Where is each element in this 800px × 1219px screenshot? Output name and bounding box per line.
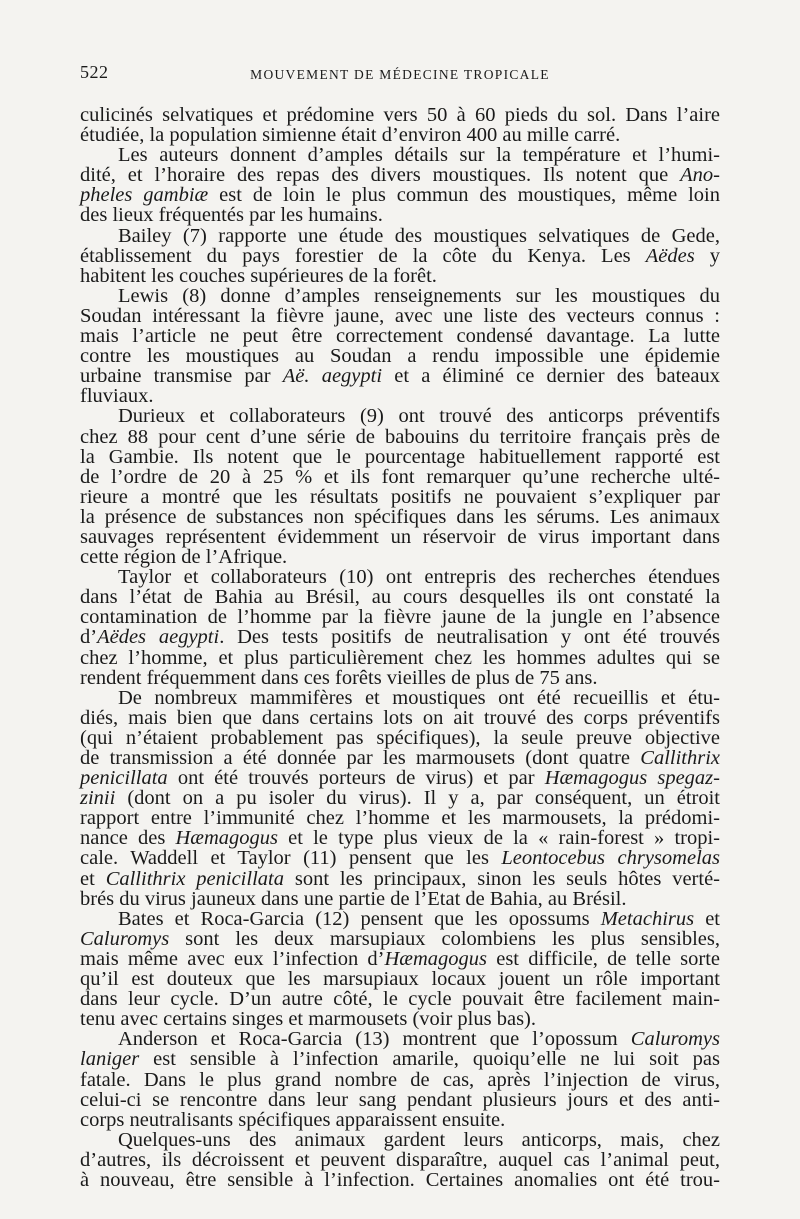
text-run: Soudan intéressant la fièvre jaune, avec une liste des vecteurs connus : [80, 304, 720, 327]
text-run: (dont on a pu isoler du virus). Il y a, par conséquent, un étroit [115, 787, 720, 810]
italic-run: zinii [80, 787, 116, 810]
italic-run: penicillata [80, 767, 168, 790]
text-run: nance des [80, 827, 176, 850]
text-line [80, 447, 720, 467]
italic-run: Ano- [680, 164, 720, 187]
italic-run: Hæmagogus spegaz- [544, 767, 720, 790]
text-run: y [694, 244, 720, 267]
text-line [80, 567, 720, 587]
page-number: 522 [80, 62, 109, 82]
text-line [80, 909, 720, 929]
italic-run: pheles gambiæ [80, 184, 209, 207]
text-run: de l’ordre de 20 à 25 % et ils font remarquer qu’une recherche ulté- [80, 465, 720, 488]
italic-run: Aëdes aegypti [97, 626, 220, 649]
text-run: est de loin le plus commun des moustiques, même loin [208, 184, 720, 207]
text-line [80, 527, 720, 547]
paragraph [80, 286, 720, 407]
text-line [80, 125, 720, 145]
text-line [80, 1110, 720, 1130]
text-run: dité, et l’horaire des repas des divers moustiques. Ils notent que [80, 164, 681, 187]
text-run: Bailey (7) rapporte une étude des moustiques selvatiques de Gede, [118, 224, 720, 247]
text-run: cale. Waddell et Taylor (11) pensent que les [80, 847, 502, 870]
text-line [80, 708, 720, 728]
italic-run: Caluromys [630, 1028, 720, 1051]
text-run: qu’il est douteux que les marsupiaux locaux jouent un rôle important [80, 968, 720, 991]
text-run: la Gambie. Ils notent que le pourcentage habituellement rapporté est [80, 445, 720, 468]
text-run: et [80, 867, 106, 890]
text-line [80, 1090, 720, 1110]
text-run: chez l’homme, et plus particulièrement chez les hommes adultes qui se [80, 646, 720, 669]
italic-run: Metachirus [600, 907, 695, 930]
text-run: chez 88 pour cent d’une série de babouins du territoire français près de [80, 425, 720, 448]
text-line [80, 165, 720, 185]
text-line [80, 929, 720, 949]
text-line [80, 949, 720, 969]
text-run: sauvages représentent évidemment un réservoir de virus important dans [80, 525, 720, 548]
text-line [80, 205, 720, 225]
italic-run: Hæmagogus [384, 947, 488, 970]
text-line [80, 286, 720, 306]
text-run: Bates et Roca-Garcia (12) pensent que les opossums [118, 907, 601, 930]
paragraph [80, 145, 720, 225]
text-run: rapport entre l’immunité chez l’homme et les marmousets, la prédomi- [80, 807, 720, 830]
text-run: fluviaux. [80, 385, 154, 408]
text-run: Durieux et collaborateurs (9) ont trouvé des anticorps préventifs [118, 405, 720, 428]
text-line [80, 246, 720, 266]
text-run: fatale. Dans le plus grand nombre de cas, après l’injection de virus, [80, 1068, 720, 1091]
paragraph [80, 226, 720, 286]
paragraph [80, 406, 720, 567]
text-run: sont les deux marsupiaux colombiens les plus sensibles, [169, 927, 720, 950]
text-line [80, 427, 720, 447]
text-run: diés, mais bien que dans certains lots on ait trouvé des corps préventifs [80, 706, 720, 729]
text-line [80, 788, 720, 808]
text-run: rendent fréquemment dans ces forêts vieilles de plus de 75 ans. [80, 666, 598, 689]
running-head: MOUVEMENT DE MÉDECINE TROPICALE [250, 67, 550, 82]
text-line [80, 627, 720, 647]
text-line [80, 969, 720, 989]
text-run: celui-ci se rencontre dans leur sang pendant plusieurs jours et des anti- [80, 1088, 720, 1111]
text-run: ont été trouvés porteurs de virus) et par [167, 767, 545, 790]
text-line [80, 1170, 720, 1190]
text-run: cette région de l’Afrique. [80, 546, 288, 569]
text-run: Lewis (8) donne d’amples renseignements sur les moustiques du [118, 284, 720, 307]
text-run: (qui n’étaient probablement pas spécifiques), la seule preuve objective [80, 726, 720, 749]
paragraph [80, 688, 720, 909]
paragraph [80, 105, 720, 145]
text-line [80, 1130, 720, 1150]
text-run: brés du virus jauneux dans une partie de l’Etat de Bahia, au Brésil. [80, 887, 627, 910]
italic-run: Callithrix [640, 747, 720, 769]
italic-run: Leontocebus chrysomelas [501, 847, 720, 870]
text-run: corps neutralisants spécifiques apparaissent ensuite. [80, 1108, 506, 1131]
text-line [80, 587, 720, 607]
italic-run: Caluromys [80, 927, 170, 950]
text-line [80, 1150, 720, 1170]
text-run: Anderson et Roca-Garcia (13) montrent que l’opossum [118, 1028, 631, 1051]
text-run: habitent les couches supérieures de la forêt. [80, 264, 437, 287]
text-line [80, 869, 720, 889]
italic-run: Hæmagogus [175, 827, 278, 850]
text-run: sont les principaux, sinon les seuls hôtes verté- [283, 867, 721, 890]
text-run: De nombreux mammifères et moustiques ont été recueillis et étu- [118, 686, 720, 709]
text-line [80, 467, 720, 487]
text-line [80, 848, 720, 868]
italic-run: Callithrix penicillata [105, 867, 284, 890]
text-line [80, 507, 720, 527]
text-line [80, 226, 720, 246]
italic-run: Aë. aegypti [282, 365, 383, 388]
text-line [80, 989, 720, 1009]
text-line [80, 105, 720, 125]
text-line [80, 688, 720, 708]
text-line [80, 346, 720, 366]
text-run: contamination de l’homme par la fièvre jaune de la jungle en l’absence [80, 606, 720, 629]
body-text [80, 105, 720, 1190]
text-line [80, 547, 720, 567]
text-run: établissement du pays forestier de la côte du Kenya. Les [80, 244, 646, 267]
text-line [80, 386, 720, 406]
text-line [80, 648, 720, 668]
text-run: tenu avec certains singes et marmousets (voir plus bas). [80, 1008, 536, 1031]
text-run: mais même avec eux l’infection d’ [80, 947, 385, 970]
text-run: est sensible à l’infection amarile, quoiqu’elle ne lui soit pas [139, 1048, 720, 1071]
text-line [80, 487, 720, 507]
text-line [80, 1049, 720, 1069]
text-run: Les auteurs donnent d’amples détails sur la température et l’humi- [118, 144, 720, 167]
text-line [80, 889, 720, 909]
text-line [80, 1029, 720, 1049]
text-run: dans l’état de Bahia au Brésil, au cours desquelles ils ont constaté la [80, 586, 720, 609]
text-run: urbaine transmise par [80, 365, 283, 388]
text-run: rieure a montré que les résultats positifs ne pouvaient s’expliquer par [80, 485, 720, 508]
text-run: la présence de substances non spécifiques dans les sérums. Les animaux [80, 505, 720, 528]
text-run: d’ [80, 626, 98, 649]
paragraph [80, 567, 720, 688]
text-line [80, 306, 720, 326]
text-run: et a éliminé ce dernier des bateaux [382, 365, 721, 388]
text-run: et le type plus vieux de la « rain-forest » tropi- [277, 827, 720, 850]
text-run: contre les moustiques au Soudan a rendu impossible une épidemie [80, 345, 720, 368]
text-run: Quelques-uns des animaux gardent leurs anticorps, mais, chez [118, 1128, 720, 1151]
text-run: dans leur cycle. D’un autre côté, le cycle pouvait être facilement main- [80, 988, 720, 1011]
text-line [80, 828, 720, 848]
text-run: étudiée, la population simienne était d’environ 400 au mille carré. [80, 124, 621, 147]
text-line [80, 326, 720, 346]
text-line [80, 808, 720, 828]
text-run: à nouveau, être sensible à l’infection. Certaines anomalies ont été trou- [80, 1168, 720, 1191]
text-line [80, 728, 720, 748]
text-run: et [694, 907, 721, 930]
text-line [80, 185, 720, 205]
text-line [80, 1009, 720, 1029]
text-line [80, 366, 720, 386]
italic-run: laniger [80, 1048, 140, 1071]
text-line [80, 406, 720, 426]
paragraph [80, 1130, 720, 1190]
text-run: de transmission a été donnée par les marmousets (dont quatre [80, 747, 641, 769]
text-run: Taylor et collaborateurs (10) ont entrepris des recherches étendues [118, 566, 720, 589]
text-line [80, 145, 720, 165]
text-line [80, 266, 720, 286]
text-line [80, 748, 720, 768]
text-line [80, 668, 720, 688]
text-run: . Des tests positifs de neutralisation y ont été trouvés [219, 626, 720, 649]
text-run: des lieux fréquentés par les humains. [80, 204, 383, 227]
paragraph [80, 1029, 720, 1129]
text-line [80, 1070, 720, 1090]
italic-run: Aëdes [645, 244, 695, 267]
text-line [80, 768, 720, 788]
text-run: d’autres, ils décroissent et peuvent disparaître, auquel cas l’animal peut, [80, 1148, 720, 1171]
text-run: mais l’article ne peut être correctement condensé davantage. La lutte [80, 325, 720, 348]
text-run: est difficile, de telle sorte [487, 947, 720, 970]
text-line [80, 607, 720, 627]
text-run: culicinés selvatiques et prédomine vers 50 à 60 pieds du sol. Dans l’aire [80, 104, 720, 126]
paragraph [80, 909, 720, 1030]
